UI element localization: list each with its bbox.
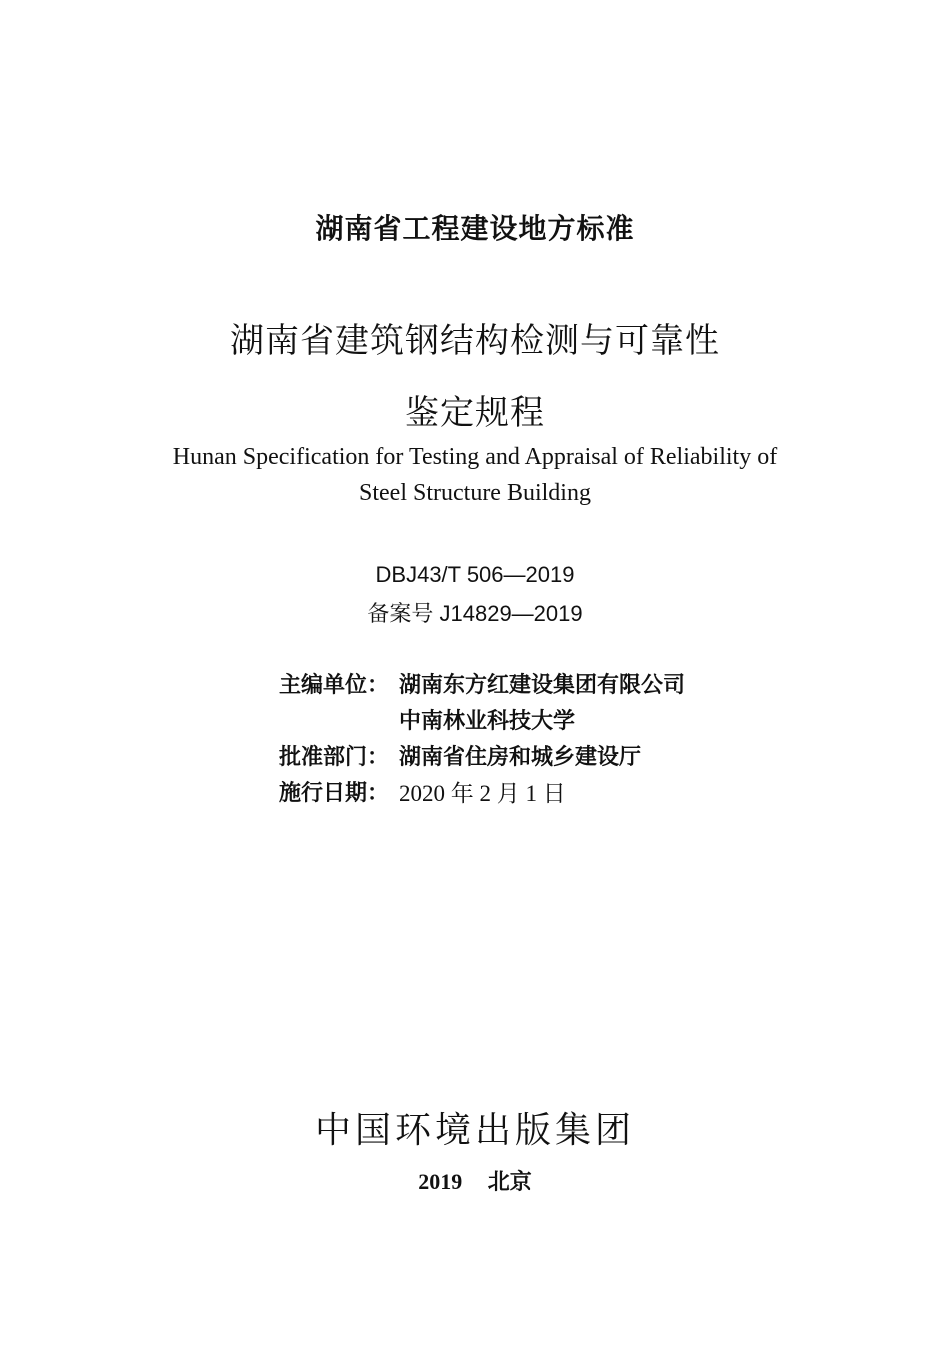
title-english-line-1: Hunan Specification for Testing and Appraisal of Reliability of — [172, 444, 778, 470]
editor-row-2 — [279, 704, 685, 740]
effective-date-value: 2020 年 2 月 1 日 — [399, 781, 566, 806]
approver-value: 湖南省住房和城乡建设厅 — [399, 745, 642, 770]
title-english-line-2: Steel Structure Building — [359, 480, 591, 506]
publication-info — [279, 668, 685, 812]
publication-year-city — [0, 1165, 950, 1196]
editor-label-spacer — [279, 704, 399, 740]
title-chinese-line-1: 湖南省建筑钢结构检测与可靠性 — [230, 321, 720, 361]
editor-label: 主编单位： — [279, 673, 390, 698]
approver-row — [279, 740, 685, 776]
publisher-name: 中国环境出版集团 — [314, 1110, 635, 1151]
publication-city: 北京 — [487, 1170, 532, 1195]
standard-series: 湖南省工程建设地方标准 — [315, 212, 635, 245]
approver-label: 批准部门： — [279, 745, 390, 770]
record-number — [0, 597, 950, 628]
editor-row — [279, 668, 685, 704]
effective-date-row — [279, 776, 685, 812]
record-value: J14829—2019 — [439, 601, 583, 626]
title-chinese-line-2: 鉴定规程 — [405, 393, 545, 433]
standard-code: DBJ43/T 506—2019 — [375, 562, 575, 587]
effective-date-label: 施行日期： — [279, 781, 390, 806]
editor-unit-1: 湖南东方红建设集团有限公司 — [399, 673, 686, 698]
editor-unit-2: 中南林业科技大学 — [399, 709, 576, 734]
publication-year: 2019 — [418, 1169, 463, 1194]
record-label: 备案号 — [367, 602, 434, 627]
